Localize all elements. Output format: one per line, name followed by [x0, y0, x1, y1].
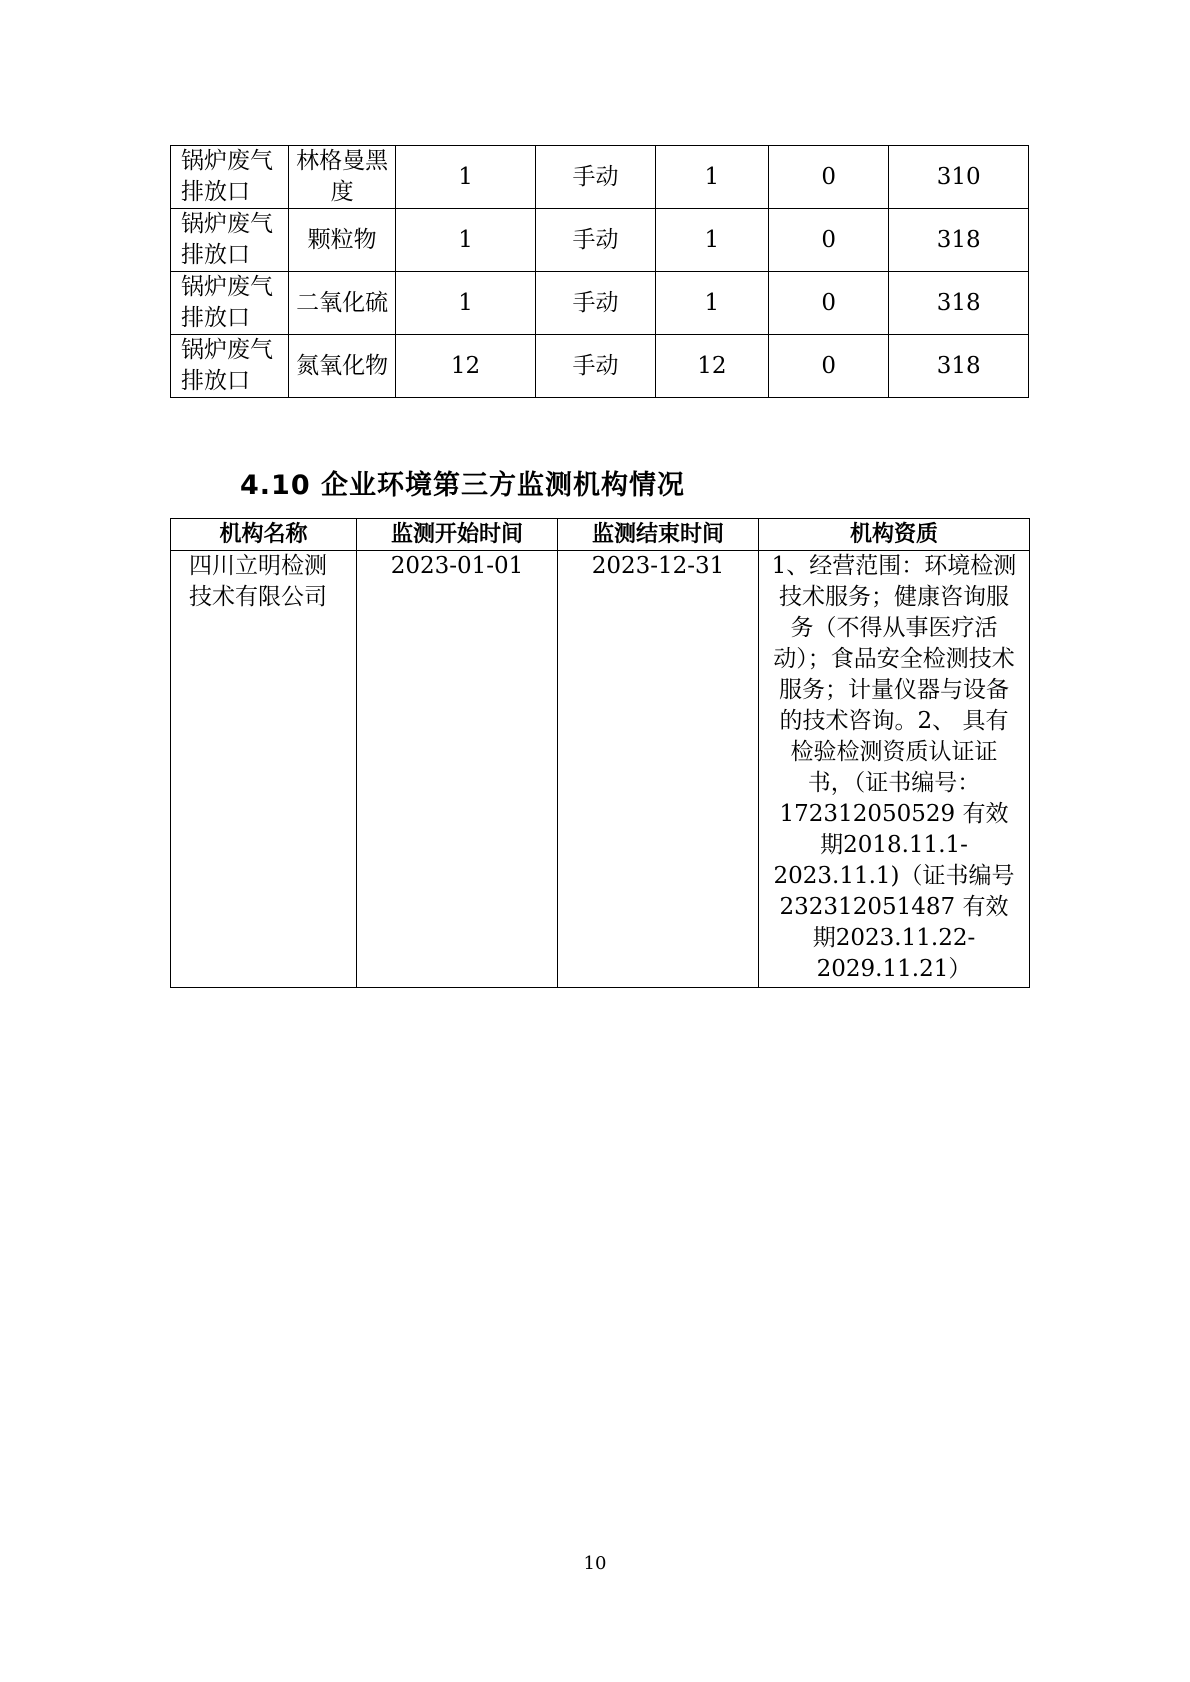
column-header: 机构名称	[171, 519, 357, 551]
value-cell: 1	[655, 146, 768, 209]
value-cell: 1	[395, 272, 535, 335]
section-title: 4.10 企业环境第三方监测机构情况	[240, 470, 686, 501]
table-row	[171, 335, 1029, 398]
method-cell: 手动	[536, 272, 655, 335]
value-cell: 0	[769, 335, 889, 398]
page-number: 10	[583, 1553, 607, 1574]
value-cell: 1	[655, 209, 768, 272]
table-header-row	[171, 519, 1030, 551]
agency-qualification: 1、经营范围：环境检测技术服务；健康咨询服务（不得从事医疗活动）；食品安全检测技术服务；计量仪器与设备的技术咨询。2、 具有检验检测资质认证证书，（证书编号：172312050529 有效期2018.11.1-2023.11.1)（证书编号232312051487 有效期2023.11.22-2029.11.21）	[759, 551, 1030, 988]
pollutant-cell: 颗粒物	[289, 209, 395, 272]
value-cell: 0	[769, 209, 889, 272]
outlet-cell: 锅炉废气排放口	[171, 146, 289, 209]
value-cell: 318	[889, 272, 1029, 335]
start-date: 2023-01-01	[357, 551, 558, 988]
column-header: 监测开始时间	[357, 519, 558, 551]
table-row	[171, 209, 1029, 272]
value-cell: 12	[395, 335, 535, 398]
pollutant-cell: 二氧化硫	[289, 272, 395, 335]
outlet-cell: 锅炉废气排放口	[171, 209, 289, 272]
method-cell: 手动	[536, 209, 655, 272]
method-cell: 手动	[536, 146, 655, 209]
pollutant-cell: 林格曼黑度	[289, 146, 395, 209]
outlet-cell: 锅炉废气排放口	[171, 272, 289, 335]
agency-table	[170, 518, 1030, 988]
method-cell: 手动	[536, 335, 655, 398]
value-cell: 12	[655, 335, 768, 398]
table-row	[171, 146, 1029, 209]
end-date: 2023-12-31	[558, 551, 759, 988]
column-header: 机构资质	[759, 519, 1030, 551]
table-row	[171, 551, 1030, 988]
value-cell: 318	[889, 209, 1029, 272]
agency-name: 四川立明检测技术有限公司	[171, 551, 357, 988]
value-cell: 0	[769, 272, 889, 335]
table-row	[171, 272, 1029, 335]
value-cell: 310	[889, 146, 1029, 209]
pollutant-cell: 氮氧化物	[289, 335, 395, 398]
value-cell: 1	[655, 272, 768, 335]
value-cell: 1	[395, 146, 535, 209]
value-cell: 1	[395, 209, 535, 272]
value-cell: 318	[889, 335, 1029, 398]
outlet-cell: 锅炉废气排放口	[171, 335, 289, 398]
emission-monitoring-table	[170, 145, 1029, 398]
value-cell: 0	[769, 146, 889, 209]
column-header: 监测结束时间	[558, 519, 759, 551]
